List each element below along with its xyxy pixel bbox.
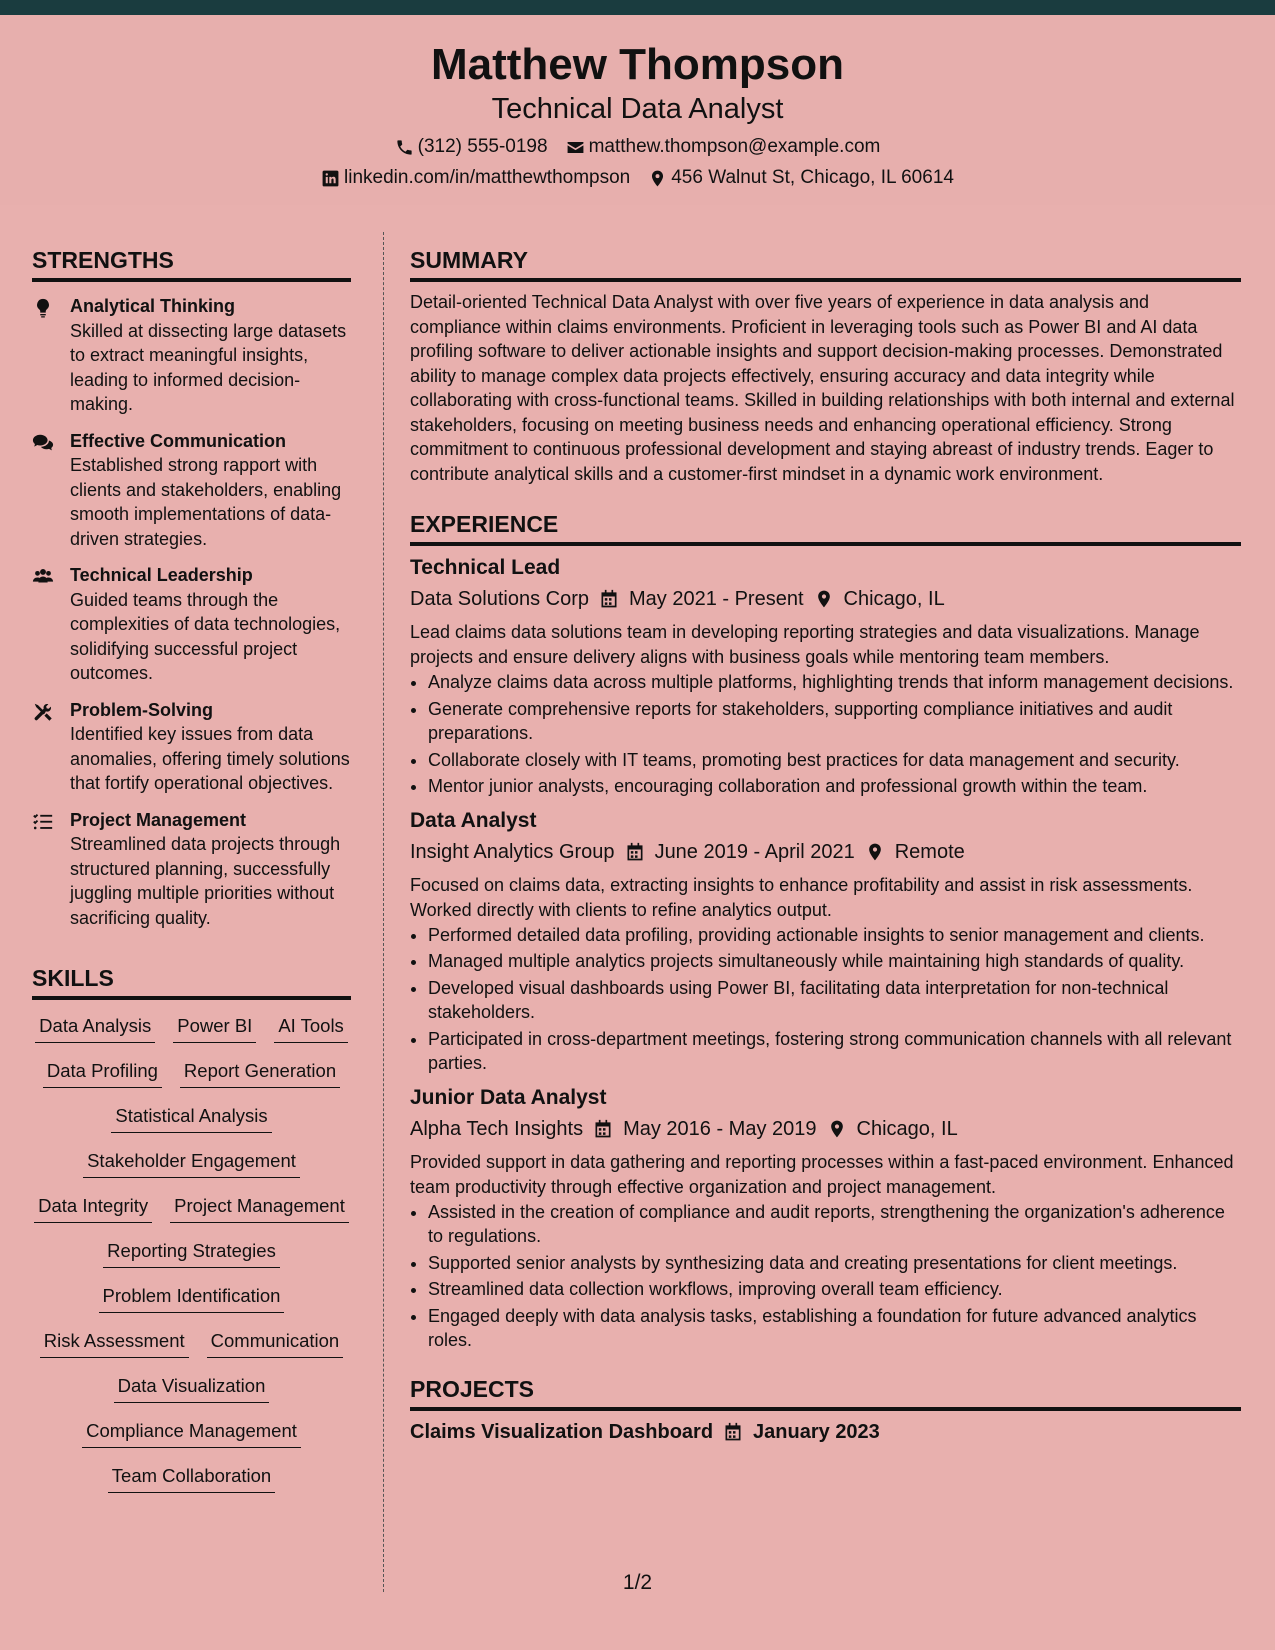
job-bullet: • Collaborate closely with IT teams, promoting best practices for data management and security. [428, 748, 1241, 773]
skills-list [32, 1012, 351, 1507]
job-bullets [410, 670, 1241, 799]
strength-item [32, 563, 351, 686]
strength-text: Skilled at dissecting large datasets to extract meaningful insights, leading to informed decision-making. [70, 320, 347, 414]
phone-icon [395, 138, 414, 157]
company-name: Insight Analytics Group [410, 840, 615, 863]
job-meta [410, 1114, 1241, 1144]
skill-row [32, 1057, 351, 1102]
phone-text: (312) 555-0198 [417, 136, 548, 157]
email-text: matthew.thompson@example.com [588, 136, 881, 157]
job-bullet: • Developed visual dashboards using Power BI, facilitating data interpretation for non-technical stakeholders. [428, 976, 1241, 1025]
strength-title: Technical Leadership [70, 565, 253, 585]
contact-address [648, 166, 954, 190]
job-bullet: • Supported senior analysts by synthesizing data and creating presentations for client meetings. [428, 1251, 1241, 1276]
skills-heading: SKILLS [32, 950, 351, 1000]
calendar-icon [723, 1422, 743, 1442]
job-bullets [410, 923, 1241, 1076]
skill-row [32, 1417, 351, 1462]
candidate-name: Matthew Thompson [430, 40, 845, 89]
skill-tag: Power BI [173, 1012, 256, 1043]
calendar-icon [593, 1119, 613, 1139]
skill-tag: Project Management [170, 1192, 349, 1223]
skill-row [32, 1102, 351, 1147]
strength-text: Established strong rapport with clients and stakeholders, enabling smooth implementations of data-driven strategies. [70, 455, 342, 549]
job-bullet: • Performed detailed data profiling, providing actionable insights to senior management and clients. [428, 923, 1241, 948]
strengths-heading: STRENGTHS [32, 232, 351, 282]
skill-tag: Statistical Analysis [111, 1102, 271, 1133]
skill-row [32, 1372, 351, 1417]
users-gear-icon [32, 563, 70, 686]
job-description: Provided support in data gathering and reporting processes within a fast-paced environment. Enhanced team productivity through effective organization and project management. [410, 1151, 1234, 1197]
project-date: January 2023 [753, 1420, 880, 1443]
strength-item [32, 698, 351, 796]
skill-tag: Compliance Management [82, 1417, 301, 1448]
envelope-icon [566, 138, 585, 157]
strength-item [32, 429, 351, 552]
job-bullet: • Analyze claims data across multiple platforms, highlighting trends that inform management decisions. [428, 670, 1241, 695]
linkedin-text: linkedin.com/in/matthewthompson [344, 167, 631, 188]
summary-heading: SUMMARY [410, 232, 1241, 282]
strength-item [32, 808, 351, 931]
map-pin-icon [814, 589, 834, 609]
job-location: Chicago, IL [856, 1117, 958, 1140]
job-bullet: • Managed multiple analytics projects simultaneously while maintaining high standards of quality. [428, 949, 1241, 974]
skill-tag: Data Profiling [43, 1057, 162, 1088]
skill-tag: Data Integrity [34, 1192, 152, 1223]
strength-title: Problem-Solving [70, 699, 214, 720]
job-bullet: • Streamlined data collection workflows, improving overall team efficiency. [428, 1277, 1241, 1302]
job-location: Remote [894, 840, 965, 863]
job-bullet: • Generate comprehensive reports for stakeholders, supporting compliance initiatives and audit preparations. [428, 697, 1241, 746]
job-dates: May 2016 - May 2019 [623, 1117, 817, 1140]
skill-row [32, 1282, 351, 1327]
job-meta [410, 584, 1241, 614]
contact-linkedin[interactable] [321, 166, 630, 190]
page-number: 1/2 [622, 1571, 653, 1594]
tools-icon [32, 698, 70, 796]
job-title: Junior Data Analyst [410, 1085, 607, 1109]
job-bullet: • Engaged deeply with data analysis tasks, establishing a foundation for future advanced analytics roles. [428, 1304, 1241, 1353]
skill-tag: Stakeholder Engagement [83, 1147, 300, 1178]
skill-tag: Reporting Strategies [103, 1237, 280, 1268]
job-description: Focused on claims data, extracting insights to enhance profitability and assist in risk assessments. Worked directly with clients to refine analytics output. [410, 874, 1193, 920]
map-pin-icon [865, 842, 885, 862]
resume-header [0, 15, 1275, 205]
job-bullet: • Assisted in the creation of compliance and audit reports, strengthening the organization's adherence to regulations. [428, 1200, 1241, 1249]
skill-tag: Problem Identification [99, 1282, 285, 1313]
top-accent-bar [0, 0, 1275, 15]
lightbulb-icon [32, 294, 70, 417]
skill-row [32, 1237, 351, 1282]
skill-tag: Communication [207, 1327, 344, 1358]
experience-heading: EXPERIENCE [410, 496, 1241, 546]
projects-heading: PROJECTS [410, 1361, 1241, 1411]
list-check-icon [32, 808, 70, 931]
column-divider [383, 232, 384, 1592]
company-name: Data Solutions Corp [410, 588, 589, 610]
calendar-icon [625, 842, 645, 862]
strength-title: Project Management [70, 809, 247, 830]
strength-title: Analytical Thinking [70, 296, 236, 316]
strength-text: Identified key issues from data anomalies, offering timely solutions that fortify operational objectives. [70, 724, 350, 793]
contact-email[interactable] [566, 135, 881, 159]
strength-title: Effective Communication [70, 430, 287, 451]
job-bullet: • Participated in cross-department meetings, fostering strong communication channels with all relevant parties. [428, 1027, 1241, 1076]
job-bullets [410, 1200, 1241, 1353]
job-bullet: • Mentor junior analysts, encouraging collaboration and professional growth within the team. [428, 774, 1241, 799]
job-description: Lead claims data solutions team in developing reporting strategies and data visualizations. Manage projects and ensure delivery aligns with business goals while mentoring team members. [410, 622, 1200, 667]
job-location: Chicago, IL [843, 588, 945, 610]
skill-tag: Data Analysis [35, 1012, 155, 1043]
job-entry [410, 805, 1241, 1076]
job-entry [410, 552, 1241, 799]
strength-text: Guided teams through the complexities of data technologies, solidifying successful project outcomes. [70, 589, 341, 683]
contact-row-1 [0, 135, 1275, 159]
contact-phone[interactable] [395, 135, 548, 159]
skill-row [32, 1192, 351, 1237]
map-pin-icon [648, 169, 667, 188]
skill-tag: Team Collaboration [108, 1462, 275, 1493]
skill-row [32, 1012, 351, 1057]
summary-text: Detail-oriented Technical Data Analyst with over five years of experience in data analysis and compliance within claims environments. Proficient in leveraging tools such as Power BI and AI data profiling software to deliver actionable insights and support decision-making processes. Demonstrated ability to manage complex data projects effectively, ensuring accuracy and data integrity while collaborating with cross-functional teams. Skilled in building relationships with both internal and external stakeholders, focusing on meeting business needs and enhancing operational efficiency. Strong commitment to continuous professional development and staying abreast of industry trends. Eager to contribute analytical skills and a customer-first mindset in a dynamic work environment. [410, 292, 1235, 484]
skill-tag: Data Visualization [114, 1372, 270, 1403]
skill-row [32, 1327, 351, 1372]
skill-row [32, 1147, 351, 1192]
job-entry [410, 1082, 1241, 1353]
strength-text: Streamlined data projects through structured planning, successfully juggling multiple priorities without sacrificing quality. [70, 834, 341, 928]
company-name: Alpha Tech Insights [410, 1117, 584, 1140]
strength-item [32, 294, 351, 417]
project-entry [410, 1417, 1241, 1447]
right-column [410, 232, 1241, 1447]
job-dates: June 2019 - April 2021 [654, 840, 855, 863]
job-title: Technical Lead [410, 556, 561, 579]
calendar-icon [599, 589, 619, 609]
skill-tag: Risk Assessment [40, 1327, 189, 1358]
comments-icon [32, 429, 70, 552]
left-column [32, 232, 351, 1507]
skill-row [32, 1462, 351, 1507]
job-title: Data Analyst [410, 808, 537, 832]
skill-tag: AI Tools [274, 1012, 347, 1043]
strengths-list [32, 294, 351, 930]
job-dates: May 2021 - Present [628, 588, 804, 610]
linkedin-icon [321, 169, 340, 188]
job-meta [410, 837, 1241, 867]
map-pin-icon [827, 1119, 847, 1139]
candidate-title: Technical Data Analyst [491, 93, 784, 125]
project-title: Claims Visualization Dashboard [410, 1420, 714, 1443]
address-text: 456 Walnut St, Chicago, IL 60614 [671, 167, 954, 188]
contact-row-2 [0, 166, 1275, 190]
skill-tag: Report Generation [180, 1057, 340, 1088]
